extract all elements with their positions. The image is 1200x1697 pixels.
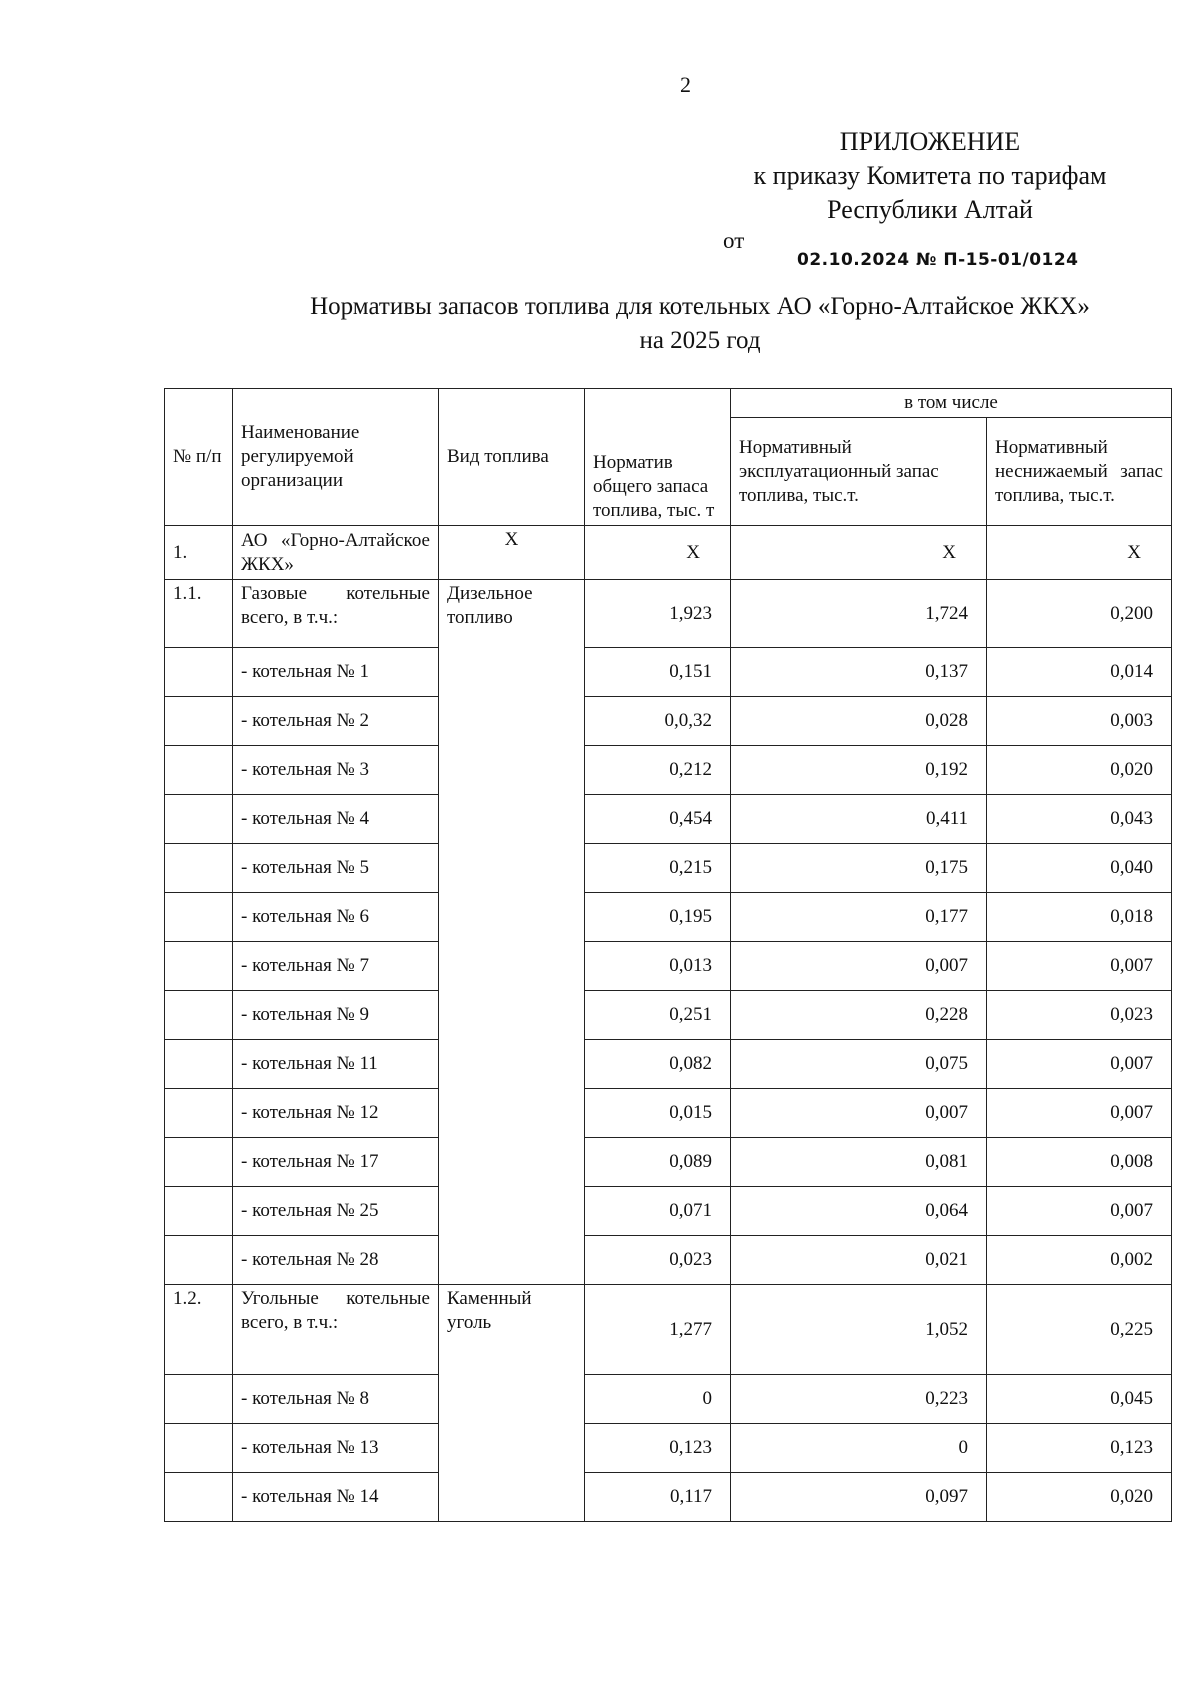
boiler-row bbox=[165, 1187, 1172, 1236]
boiler-num bbox=[165, 1424, 233, 1473]
boiler-name: - котельная № 6 bbox=[233, 893, 439, 942]
boiler-num bbox=[165, 991, 233, 1040]
boiler-irreducible: 0,007 bbox=[987, 1187, 1172, 1236]
boiler-row bbox=[165, 1089, 1172, 1138]
boiler-irreducible: 0,123 bbox=[987, 1424, 1172, 1473]
boiler-row bbox=[165, 1138, 1172, 1187]
group-name: Угольные котельные всего, в т.ч.: bbox=[233, 1285, 439, 1375]
boiler-operational: 0,223 bbox=[731, 1375, 987, 1424]
appendix-order-line: к приказу Комитета по тарифам bbox=[753, 161, 1107, 190]
boiler-irreducible: 0,007 bbox=[987, 1040, 1172, 1089]
group-total: 1,277 bbox=[585, 1285, 731, 1375]
boiler-name: - котельная № 12 bbox=[233, 1089, 439, 1138]
boiler-irreducible: 0,007 bbox=[987, 1089, 1172, 1138]
boiler-irreducible: 0,007 bbox=[987, 942, 1172, 991]
boiler-row bbox=[165, 844, 1172, 893]
boiler-total: 0,089 bbox=[585, 1138, 731, 1187]
group-irreducible: 0,225 bbox=[987, 1285, 1172, 1375]
group-row bbox=[165, 580, 1172, 648]
boiler-row bbox=[165, 697, 1172, 746]
boiler-name: - котельная № 4 bbox=[233, 795, 439, 844]
boiler-row bbox=[165, 746, 1172, 795]
boiler-num bbox=[165, 1375, 233, 1424]
boiler-name: - котельная № 2 bbox=[233, 697, 439, 746]
appendix-title: ПРИЛОЖЕНИЕ bbox=[839, 127, 1021, 156]
boiler-irreducible: 0,023 bbox=[987, 991, 1172, 1040]
boiler-name: - котельная № 28 bbox=[233, 1236, 439, 1285]
boiler-total: 0,123 bbox=[585, 1424, 731, 1473]
header-irreducible-reserve: Нормативный неснижаемый запас топлива, тыс.т. bbox=[987, 418, 1172, 526]
boiler-num bbox=[165, 893, 233, 942]
boiler-num bbox=[165, 1089, 233, 1138]
order-reference-stamp: 02.10.2024 № П-15-01/0124 bbox=[797, 250, 1079, 270]
group-name: Газовые котельные всего, в т.ч.: bbox=[233, 580, 439, 648]
boiler-irreducible: 0,008 bbox=[987, 1138, 1172, 1187]
boiler-operational: 0,177 bbox=[731, 893, 987, 942]
group-num: 1.2. bbox=[165, 1285, 233, 1375]
boiler-total: 0,117 bbox=[585, 1473, 731, 1522]
group-operational: 1,052 bbox=[731, 1285, 987, 1375]
boiler-operational: 0,021 bbox=[731, 1236, 987, 1285]
appendix-authority-line: Республики Алтай bbox=[827, 195, 1033, 224]
boiler-num bbox=[165, 942, 233, 991]
boiler-total: 0,454 bbox=[585, 795, 731, 844]
boiler-row bbox=[165, 1040, 1172, 1089]
boiler-name: - котельная № 17 bbox=[233, 1138, 439, 1187]
group-fuel-type: Дизельное топливо bbox=[439, 580, 585, 1285]
boiler-name: - котельная № 14 bbox=[233, 1473, 439, 1522]
boiler-total: 0,215 bbox=[585, 844, 731, 893]
document-title-line1: Нормативы запасов топлива для котельных АО «Горно-Алтайское ЖКХ» bbox=[310, 293, 1090, 320]
boiler-name: - котельная № 9 bbox=[233, 991, 439, 1040]
group-operational: 1,724 bbox=[731, 580, 987, 648]
boiler-name: - котельная № 25 bbox=[233, 1187, 439, 1236]
boiler-operational: 0,097 bbox=[731, 1473, 987, 1522]
header-total-reserve: Норматив общего запаса топлива, тыс. т bbox=[585, 389, 731, 526]
document-title bbox=[200, 290, 1200, 358]
boiler-num bbox=[165, 697, 233, 746]
appendix-date-prefix: от bbox=[723, 228, 745, 253]
boiler-total: 0 bbox=[585, 1375, 731, 1424]
boiler-total: 0,082 bbox=[585, 1040, 731, 1089]
boiler-row bbox=[165, 942, 1172, 991]
boiler-name: - котельная № 5 bbox=[233, 844, 439, 893]
boiler-total: 0,013 bbox=[585, 942, 731, 991]
org-operational: Х bbox=[731, 526, 987, 580]
boiler-irreducible: 0,020 bbox=[987, 1473, 1172, 1522]
org-fuel: Х bbox=[439, 526, 585, 580]
boiler-irreducible: 0,020 bbox=[987, 746, 1172, 795]
group-fuel-type: Каменный уголь bbox=[439, 1285, 585, 1522]
boiler-num bbox=[165, 1138, 233, 1187]
fuel-reserves-table bbox=[164, 388, 1172, 1522]
boiler-operational: 0,192 bbox=[731, 746, 987, 795]
table-body bbox=[165, 526, 1172, 1522]
boiler-irreducible: 0,003 bbox=[987, 697, 1172, 746]
boiler-row bbox=[165, 1424, 1172, 1473]
boiler-operational: 0,175 bbox=[731, 844, 987, 893]
org-num: 1. bbox=[165, 526, 233, 580]
boiler-num bbox=[165, 746, 233, 795]
boiler-row bbox=[165, 648, 1172, 697]
group-irreducible: 0,200 bbox=[987, 580, 1172, 648]
appendix-header bbox=[700, 125, 1160, 227]
boiler-num bbox=[165, 1236, 233, 1285]
org-row bbox=[165, 526, 1172, 580]
boiler-num bbox=[165, 1040, 233, 1089]
boiler-total: 0,251 bbox=[585, 991, 731, 1040]
page-number: 2 bbox=[680, 72, 691, 97]
boiler-total: 0,151 bbox=[585, 648, 731, 697]
boiler-irreducible: 0,014 bbox=[987, 648, 1172, 697]
boiler-operational: 0,007 bbox=[731, 942, 987, 991]
boiler-total: 0,0,32 bbox=[585, 697, 731, 746]
org-total: Х bbox=[585, 526, 731, 580]
boiler-row bbox=[165, 1473, 1172, 1522]
boiler-irreducible: 0,002 bbox=[987, 1236, 1172, 1285]
document-title-line2: на 2025 год bbox=[639, 327, 761, 354]
boiler-total: 0,015 bbox=[585, 1089, 731, 1138]
boiler-operational: 0,228 bbox=[731, 991, 987, 1040]
group-total: 1,923 bbox=[585, 580, 731, 648]
boiler-row bbox=[165, 795, 1172, 844]
boiler-irreducible: 0,018 bbox=[987, 893, 1172, 942]
boiler-row bbox=[165, 893, 1172, 942]
boiler-row bbox=[165, 1236, 1172, 1285]
boiler-row bbox=[165, 1375, 1172, 1424]
boiler-operational: 0,411 bbox=[731, 795, 987, 844]
boiler-row bbox=[165, 991, 1172, 1040]
group-num: 1.1. bbox=[165, 580, 233, 648]
boiler-num bbox=[165, 1473, 233, 1522]
boiler-name: - котельная № 11 bbox=[233, 1040, 439, 1089]
header-operational-reserve: Нормативный эксплуатационный запас топлива, тыс.т. bbox=[731, 418, 987, 526]
boiler-name: - котельная № 1 bbox=[233, 648, 439, 697]
boiler-operational: 0 bbox=[731, 1424, 987, 1473]
header-organization: Наименование регулируемой организации bbox=[233, 389, 439, 526]
boiler-total: 0,071 bbox=[585, 1187, 731, 1236]
header-fuel-type: Вид топлива bbox=[439, 389, 585, 526]
boiler-operational: 0,137 bbox=[731, 648, 987, 697]
boiler-num bbox=[165, 648, 233, 697]
boiler-name: - котельная № 3 bbox=[233, 746, 439, 795]
boiler-operational: 0,007 bbox=[731, 1089, 987, 1138]
boiler-num bbox=[165, 844, 233, 893]
header-including: в том числе bbox=[731, 389, 1172, 418]
boiler-name: - котельная № 7 bbox=[233, 942, 439, 991]
boiler-irreducible: 0,043 bbox=[987, 795, 1172, 844]
org-name: АО «Горно-Алтайское ЖКХ» bbox=[233, 526, 439, 580]
boiler-total: 0,212 bbox=[585, 746, 731, 795]
boiler-operational: 0,028 bbox=[731, 697, 987, 746]
boiler-name: - котельная № 8 bbox=[233, 1375, 439, 1424]
boiler-irreducible: 0,040 bbox=[987, 844, 1172, 893]
boiler-num bbox=[165, 1187, 233, 1236]
boiler-num bbox=[165, 795, 233, 844]
org-irreducible: Х bbox=[987, 526, 1172, 580]
boiler-total: 0,195 bbox=[585, 893, 731, 942]
boiler-irreducible: 0,045 bbox=[987, 1375, 1172, 1424]
header-num: № п/п bbox=[165, 389, 233, 526]
boiler-name: - котельная № 13 bbox=[233, 1424, 439, 1473]
boiler-operational: 0,075 bbox=[731, 1040, 987, 1089]
boiler-operational: 0,081 bbox=[731, 1138, 987, 1187]
boiler-operational: 0,064 bbox=[731, 1187, 987, 1236]
group-row bbox=[165, 1285, 1172, 1375]
boiler-total: 0,023 bbox=[585, 1236, 731, 1285]
